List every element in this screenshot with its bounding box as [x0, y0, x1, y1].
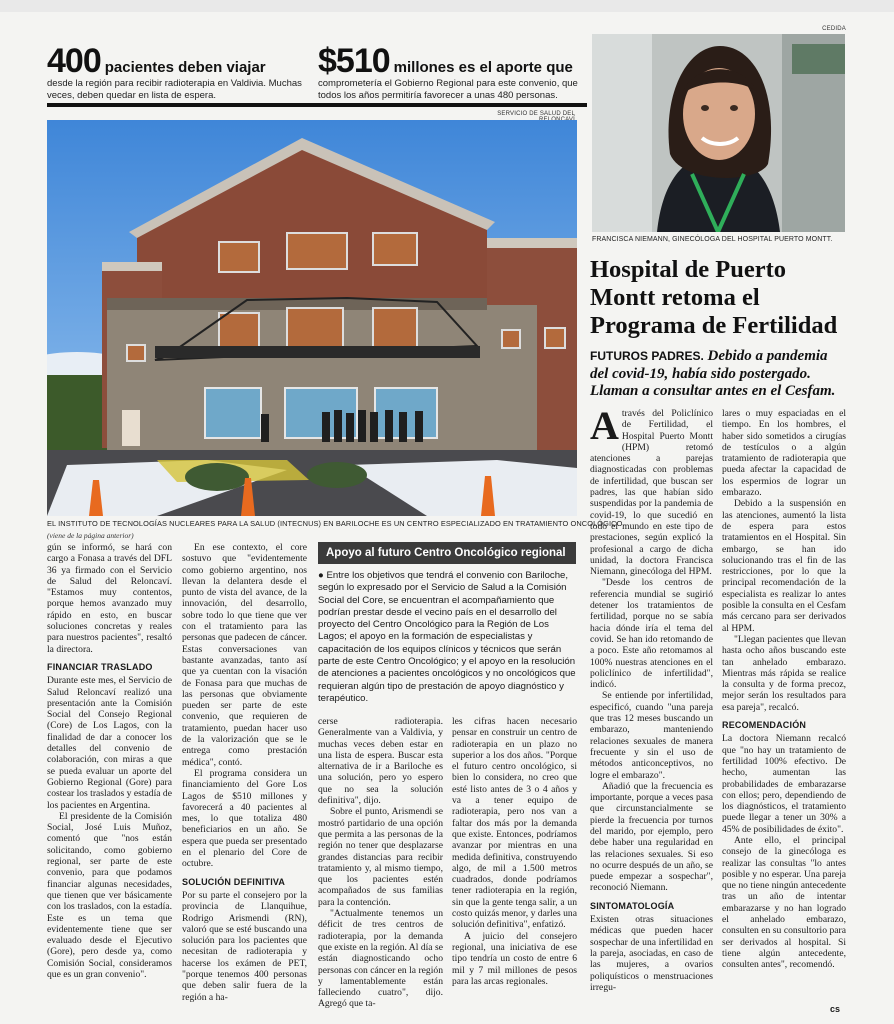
paragraph: cerse radioterapia. Generalmente van a Valdivia, y muchas veces deben estar en una lista de espera. Buscar esta alternativa de ir a Bariloche es una solución, pero yo espero que no sea la solución definitiva", dijo. [318, 716, 443, 807]
portrait-illustration [592, 34, 845, 232]
paragraph: En ese contexto, el core sostuvo que "evidentemente como gobierno argentino, nos llevan la delantera desde el punto de vista del avance, de la innovación, del desarrollo, sobre todo lo que tiene que ver con el tratamiento para las personas que padecen de cáncer. Estas conversaciones van bastante avanzadas, tanto así que ya cuentan con la visación de Fonasa para que muchas de las personas que obviamente pueden ser parte de este convenio, que requieren de tratamiento, puedan hacer uso de la valorización que se le entrega como prestación médica", contó. [182, 542, 307, 768]
paragraph: "Llegan pacientes que llevan hasta ocho años buscando este tan anhelado embarazo. Mientras más rápida se realice la consulta y de forma precoz, mejor serán los resultados para esa pareja", recalcó. [722, 633, 846, 713]
stat-block-funding [318, 44, 580, 102]
article-deck [590, 348, 846, 401]
sidebar-box [318, 542, 576, 710]
stat-number: 400 [47, 42, 101, 80]
bullet-icon: ● [318, 570, 327, 581]
paragraph: Ante ello, el principal consejo de la ginecóloga es realizar las consultas "lo antes posible y no esperar. Una pareja que no tiene ningún antecedente tras un año de intentar embarazarse y no han logrado el anhelado embarazo, consulten en su consultorio para ser derivados al hospital. Si tiene algún antecedente, consulten antes", recomendó. [722, 834, 846, 971]
stat-headline: millones es el aporte que [393, 59, 573, 76]
box-text-content: Entre los objetivos que tendrá el convenio con Bariloche, según lo expresado por el Servicio de Salud a la Comisión Social del Core, se encuentran el acompañamiento que podrían prestar desde el vecino país en el desarrollo del proyecto del Centro Oncológico para la Región de Los Lagos; el apoyo en la formación de especialistas y capacitación de los equipos clínicos y técnicos que serán parte de este Centro Oncológico; y el apoyo en la resolución de atenciones a pacientes oncológicos y no oncológicos que requieran algún tipo de prestación de apoyo diagnóstico y terapéutico. [318, 570, 576, 704]
paragraph: les cifras hacen necesario pensar en construir un centro de radioterapia en un plazo no superior a los dos años. "Porque el futuro centro oncológico, si bien lo considera, no creo que esté listo antes de 3 o 4 años y va a tener equipo de radioterapia, pero nos van a faltar dos más por la demanda que existe. Entonces, podríamos avanzar por mientras en una medida definitiva, construyendo algo, de mil a 1.500 metros cuadrados, donde podríamos tener radioterapia en la región, sin que la gente tenga salir, a un costo quizás menor, y darles una solución definitiva", enfatizó. [452, 716, 577, 931]
paragraph: "Desde los centros de referencia mundial se sugirió detener los tratamientos de fertilidad, porque no se sabía hacia dónde iría el tema del covid. Se han ido retomando de a poco. Este año retomamos al 100% nuestras atenciones en el policlínico de infertilidad", indicó. [590, 577, 713, 691]
paragraph: La doctora Niemann recalcó que "no hay un tratamiento de fertilidad 100% efectivo. De hecho, aumentan las probabilidades de embarazarse con ellos; pero, dependiendo de los diagnósticos, el tratamiento puede llegar a tener un 30% a 45% de posibilidades de éxito". [722, 733, 846, 835]
stat-block-patients [47, 44, 307, 102]
story-column-b [182, 542, 307, 1020]
paragraph: El presidente de la Comisión Social, José Luis Muñoz, comentó que "nos están solicitando, como gobierno regional, ser parte de este convenio, para que podamos financiar algunas necesidades, que tienen que ver básicamente con los traslados, con la estadía. Este es un tema que evidentemente tiene que ser evaluado desde el Ejecutivo (Gore), pero desde ya, como Comisión Social, consideramos que es un gran convenio". [47, 810, 172, 980]
end-mark: cs [830, 1004, 841, 1014]
box-text [318, 564, 576, 705]
deck-text: Debido a pandemia del covid-19, había sido postergado. Llaman a consultar antes en el Cesfam. [590, 348, 836, 399]
story-column-c [318, 716, 443, 1020]
building-photo [47, 120, 577, 516]
paragraph: gún se informó, se hará con cargo a Fonasa a través del DFL 36 ya firmado con el Servicio de Salud del Reloncaví. "Estamos muy contentos, porque hemos avanzado muy rápido en esto, en buscar soluciones concretas y reales para nuestros pacientes", resaltó la directora. [47, 542, 172, 655]
article-column-1 [590, 408, 713, 1020]
subheading: SINTOMATOLOGÍA [590, 900, 675, 911]
building-illustration [47, 120, 577, 516]
paragraph: Por su parte el consejero por la provincia de Llanquihue, Rodrigo Arismendi (RN), valoró que se esté buscando una solución para los pacientes que necesitan de radioterapia y hacerse los exámen de PET, "porque tenemos 400 personas que deben salir fuera de la región a ha- [182, 889, 307, 1003]
paragraph: lares o muy espaciadas en el tiempo. En los hombres, el haber sido sometidos a cirugías de testículos o a algún tratamiento de radioterapia que pueda afectar la capacidad de los espermios de lograr un embarazo. [722, 408, 846, 499]
paragraph: Sobre el punto, Arismendi se mostró partidario de una opción que permita a las personas de la región no tener que desplazarse grandes distancias para recibir tratamiento y, al mismo tiempo, que los pacientes estén acompañados de sus familias para la contención. [318, 806, 443, 908]
story-column-d [452, 716, 577, 1020]
paragraph: través del Policlínico de Fertilidad, el Hospital Puerto Montt (HPM) retomó atenciones a parejas diagnosticadas con problemas de infertilidad, que buscan ser padres, las que habían sido suspendidas por la pandemia de covid-19, lo que sucedió en todo el mundo en este tipo de prestaciones, según explicó la profesional a cargo de dicha unidad, la doctora Francisca Niemann, ginecóloga del HPM. [590, 408, 713, 578]
photo-credit: CEDIDA [822, 26, 846, 32]
paragraph: El programa considera un financiamiento del Gore Los Lagos de $510 millones y favorecerá a 40 pacientes al mes, lo que totaliza 480 beneficiarios en un año. Se espera que pueda ser presentado en el plenario del Core de octubre. [182, 767, 307, 870]
paragraph: Debido a la suspensión en las atenciones, aumentó la lista de espera para estos tratamientos en el Hospital. Sin embargo, se han ido solucionando tras el fin de las restricciones, por lo que la principal recomendación de la especialista es realizar lo antes posible la consulta en el Cesfam más cercano para ser derivados al HPM. [722, 498, 846, 634]
box-title: Apoyo al futuro Centro Oncológico regional [318, 542, 576, 564]
story-column-a [47, 542, 172, 1020]
paragraph: Se entiende por infertilidad, especificó, cuando "una pareja que tras 12 meses buscando un embarazo, manteniendo relaciones sexuales de manera frecuente y sin el uso de métodos anticonceptivos, no logre el embarazo". [590, 690, 713, 781]
photo-credit: SERVICIO DE SALUD DEL [497, 111, 575, 117]
article-headline: Hospital de Puerto Montt retoma el Programa de Fertilidad [590, 256, 838, 339]
continued-note: (viene de la página anterior) [47, 531, 134, 540]
paragraph: "Actualmente tenemos un déficit de tres centros de radioterapia, por la demanda que existe en la región. Al día se están diagnosticando ocho personas con cáncer en la región y lamentablemente están falleciendo cuatro", dijo. Agregó que ta- [318, 908, 443, 1010]
paragraph: Existen otras situaciones médicas que pueden hacer sospechar de una infertilidad en la pareja, asociadas, en caso de las mujeres, a ovarios poliquísticos o menstruaciones irregu- [590, 914, 713, 993]
photo-caption: EL INSTITUTO DE TECNOLOGÍAS NUCLEARES PARA LA SALUD (INTECNUS) EN BARILOCHE ES UN CENTRO ESPECIALIZADO EN TRATAMIENTO ONCOLÓGICO. [47, 519, 625, 528]
subheading: FINANCIAR TRASLADO [47, 661, 153, 672]
stat-text: desde la región para recibir radioterapia en Valdivia. Muchas veces, deben quedar en lista de espera. [47, 78, 302, 101]
subheading: RECOMENDACIÓN [722, 720, 807, 731]
portrait-caption: FRANCISCA NIEMANN, GINECÓLOGA DEL HOSPITAL PUERTO MONTT. [592, 236, 833, 243]
paragraph: A juicio del consejero regional, una iniciativa de ese tipo tendría un costo de entre 6 mil y 7 mil millones de pesos para las arcas regionales. [452, 930, 577, 987]
portrait-photo [592, 34, 845, 232]
stat-text: comprometería el Gobierno Regional para este convenio, que todos los años permitiría favorecer a unas 480 personas. [318, 78, 578, 101]
section-rule [47, 103, 587, 107]
subheading: SOLUCIÓN DEFINITIVA [182, 876, 286, 887]
drop-cap: A [590, 408, 619, 448]
paragraph: Añadió que la frecuencia es importante, porque a veces pasa que circunstancialmente se pierde la frecuencia por turnos del marido, por ejemplo, pero debe haber una regularidad en las relaciones sexuales. Si eso no ocurre después de un año, se puede empezar a sospechar", reconoció Niemann. [590, 780, 713, 894]
article-column-2 [722, 408, 846, 1020]
stat-number: $510 [318, 42, 390, 80]
viewer-top-bar [0, 0, 894, 12]
deck-kicker: FUTUROS PADRES. [590, 349, 704, 363]
stat-headline: pacientes deben viajar [104, 59, 266, 76]
paragraph: Durante este mes, el Servicio de Salud Reloncaví realizó una presentación ante la Comisión Social del Consejo Regional (Core) de Los Lagos, con la finalidad de dar a conocer los detalles del convenio de colaboración, con miras a que se pueda evaluar un aporte del Gobierno Regional (Gore) para costear los traslados y estadía de los pacientes en Argentina. [47, 675, 172, 811]
